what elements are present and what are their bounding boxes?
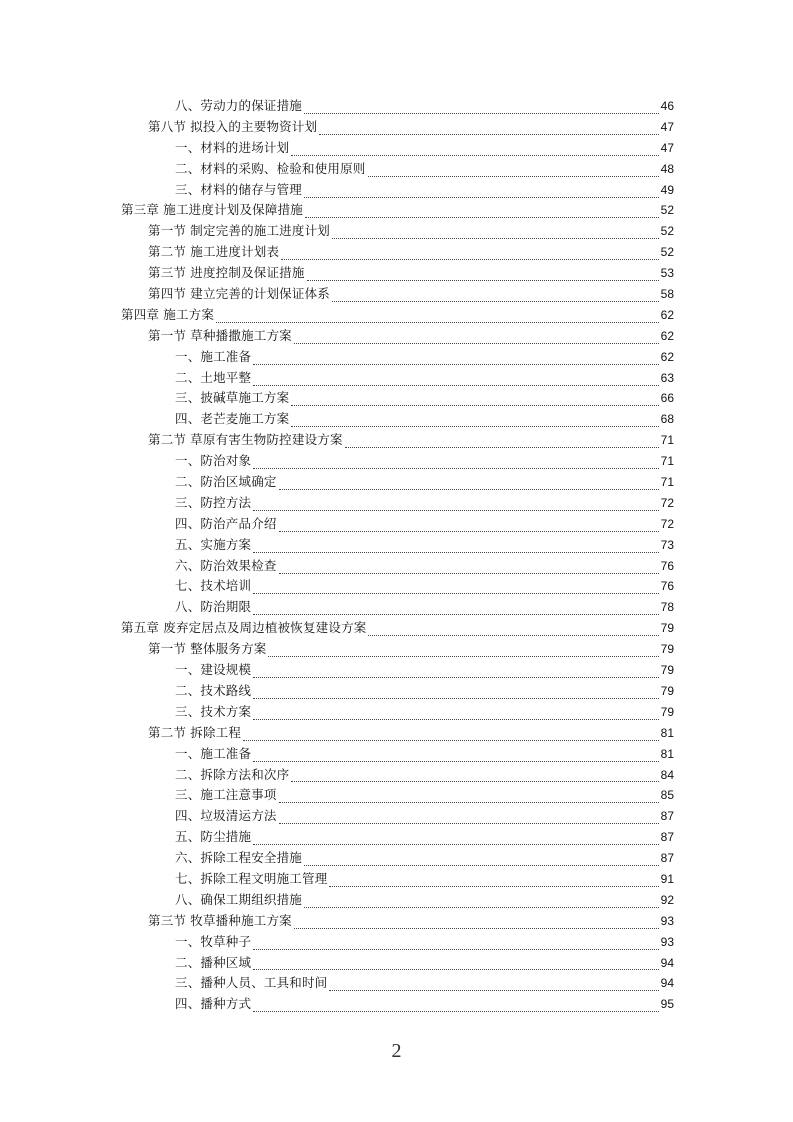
toc-entry-level-3[interactable] [0, 702, 793, 723]
toc-entry-level-3[interactable] [0, 660, 793, 681]
toc-entry-page: 52 [660, 203, 674, 218]
toc-entry-title: 第四节 建立完善的计划保证体系 [148, 286, 330, 302]
toc-entry-page: 47 [660, 119, 674, 134]
dot-leader [253, 669, 659, 678]
toc-entry-title: 七、拆除工程文明施工管理 [175, 870, 328, 886]
dot-leader [253, 753, 659, 762]
page-number: 2 [391, 1040, 402, 1062]
toc-entry-page: 53 [660, 266, 674, 281]
toc-entry-title: 一、施工准备 [175, 348, 252, 364]
dot-leader [253, 711, 659, 720]
toc-entry-level-2[interactable] [0, 430, 793, 451]
dot-leader [291, 773, 659, 782]
toc-entry-title: 第三节 牧草播种施工方案 [148, 912, 292, 928]
dot-leader [281, 251, 659, 260]
toc-entry-level-3[interactable] [0, 765, 793, 786]
dot-leader [253, 836, 659, 845]
toc-entry-title: 六、防治效果检查 [175, 557, 277, 573]
toc-entry-page: 52 [660, 245, 674, 260]
toc-entry-level-3[interactable] [0, 180, 793, 201]
toc-entry-page: 47 [660, 140, 674, 155]
toc-entry-page: 62 [660, 349, 674, 364]
dot-leader [304, 105, 659, 114]
toc-entry-level-3[interactable] [0, 493, 793, 514]
toc-entry-title: 六、拆除工程安全措施 [175, 850, 303, 866]
toc-entry-page: 58 [660, 287, 674, 302]
toc-entry-level-3[interactable] [0, 744, 793, 765]
dot-leader [294, 335, 659, 344]
toc-entry-level-2[interactable] [0, 639, 793, 660]
toc-entry-title: 三、播种人员、工具和时间 [175, 975, 328, 991]
toc-entry-title: 二、防治区域确定 [175, 474, 277, 490]
toc-entry-title: 五、实施方案 [175, 536, 252, 552]
toc-entry-page: 66 [660, 391, 674, 406]
toc-entry-level-3[interactable] [0, 409, 793, 430]
dot-leader [279, 565, 659, 574]
toc-entry-level-3[interactable] [0, 953, 793, 974]
dot-leader [253, 377, 659, 386]
toc-entry-page: 46 [660, 99, 674, 113]
toc-entry-level-3[interactable] [0, 556, 793, 577]
dot-leader [253, 544, 659, 553]
dot-leader [304, 899, 659, 908]
toc-entry-title: 一、施工准备 [175, 745, 252, 761]
toc-entry-title: 第四章 施工方案 [121, 306, 215, 322]
toc-entry-title: 第二节 施工进度计划表 [148, 244, 280, 260]
toc-entry-level-1[interactable] [0, 618, 793, 639]
toc-entry-level-3[interactable] [0, 451, 793, 472]
toc-entry-page: 49 [660, 182, 674, 197]
toc-entry-title: 四、播种方式 [175, 996, 252, 1012]
dot-leader [329, 878, 659, 887]
toc-entry-level-3[interactable] [0, 932, 793, 953]
toc-entry-level-1[interactable] [0, 305, 793, 326]
toc-entry-page: 95 [660, 997, 674, 1012]
toc-entry-level-3[interactable] [0, 472, 793, 493]
toc-entry-level-3[interactable] [0, 785, 793, 806]
toc-entry-page: 52 [660, 224, 674, 239]
dot-leader [345, 439, 659, 448]
toc-entry-level-2[interactable] [0, 263, 793, 284]
toc-entry-page: 79 [660, 683, 674, 698]
toc-entry-title: 四、垃圾清运方法 [175, 808, 277, 824]
toc-entry-page: 76 [660, 579, 674, 594]
toc-entry-level-3[interactable] [0, 347, 793, 368]
toc-entry-level-3[interactable] [0, 973, 793, 994]
toc-entry-level-2[interactable] [0, 221, 793, 242]
toc-entry-page: 81 [660, 725, 674, 740]
dot-leader [291, 147, 659, 156]
dot-leader [243, 732, 659, 741]
toc-entry-level-3[interactable] [0, 848, 793, 869]
toc-entry-page: 87 [660, 830, 674, 845]
dot-leader [305, 209, 659, 218]
toc-entry-title: 第一节 制定完善的施工进度计划 [148, 223, 330, 239]
toc-entry-level-3[interactable] [0, 681, 793, 702]
dot-leader [279, 794, 659, 803]
toc-entry-level-2[interactable] [0, 284, 793, 305]
toc-entry-level-3[interactable] [0, 869, 793, 890]
toc-entry-title: 第五章 废弃定居点及周边植被恢复建设方案 [121, 620, 367, 636]
toc-entry-level-3[interactable] [0, 96, 793, 117]
toc-entry-level-3[interactable] [0, 368, 793, 389]
toc-entry-page: 71 [660, 475, 674, 490]
dot-leader [253, 460, 659, 469]
toc-entry-page: 68 [660, 412, 674, 427]
toc-entry-title: 第三章 施工进度计划及保障措施 [121, 202, 303, 218]
toc-entry-title: 三、防控方法 [175, 494, 252, 510]
dot-leader [332, 293, 659, 302]
toc-entry-page: 91 [660, 871, 674, 886]
toc-entry-page: 78 [660, 600, 674, 615]
toc-entry-level-3[interactable] [0, 576, 793, 597]
dot-leader [253, 585, 659, 594]
toc-entry-title: 第一节 整体服务方案 [148, 641, 267, 657]
toc-entry-title: 四、老芒麦施工方案 [175, 411, 290, 427]
toc-entry-title: 二、播种区域 [175, 954, 252, 970]
toc-entry-page: 79 [660, 663, 674, 678]
toc-entry-title: 八、劳动力的保证措施 [175, 98, 303, 113]
dot-leader [253, 690, 659, 699]
toc-entry-title: 七、技术培训 [175, 578, 252, 594]
dot-leader [279, 815, 659, 824]
dot-leader [253, 502, 659, 511]
toc-entry-title: 三、披碱草施工方案 [175, 390, 290, 406]
toc-entry-title: 一、材料的进场计划 [175, 139, 290, 155]
toc-entry-page: 85 [660, 788, 674, 803]
dot-leader [368, 627, 659, 636]
toc-entry-page: 79 [660, 642, 674, 657]
toc-entry-page: 93 [660, 913, 674, 928]
toc-entry-level-3[interactable] [0, 388, 793, 409]
toc-entry-level-2[interactable] [0, 242, 793, 263]
toc-entry-title: 第三节 进度控制及保证措施 [148, 265, 305, 281]
toc-entry-page: 87 [660, 809, 674, 824]
toc-entry-level-2[interactable] [0, 911, 793, 932]
toc-entry-title: 第八节 拟投入的主要物资计划 [148, 118, 318, 134]
toc-entry-page: 63 [660, 370, 674, 385]
toc-entry-page: 71 [660, 454, 674, 469]
toc-entry-level-1[interactable] [0, 200, 793, 221]
toc-entry-title: 二、材料的采购、检验和使用原则 [175, 160, 366, 176]
dot-leader [368, 168, 659, 177]
dot-leader [304, 857, 659, 866]
dot-leader [253, 961, 659, 970]
toc-entry-page: 93 [660, 934, 674, 949]
toc-entry-level-2[interactable] [0, 723, 793, 744]
toc-entry-title: 八、防治期限 [175, 599, 252, 615]
toc-entry-level-3[interactable] [0, 138, 793, 159]
dot-leader [253, 1003, 659, 1012]
toc-entry-page: 71 [660, 433, 674, 448]
dot-leader [279, 523, 659, 532]
dot-leader [291, 397, 659, 406]
dot-leader [291, 418, 659, 427]
toc-entry-level-3[interactable] [0, 159, 793, 180]
toc-entry-level-2[interactable] [0, 326, 793, 347]
toc-entry-title: 一、牧草种子 [175, 933, 252, 949]
dot-leader [319, 126, 659, 135]
toc-entry-page: 92 [660, 892, 674, 907]
toc-entry-page: 87 [660, 851, 674, 866]
toc-entry-page: 94 [660, 976, 674, 991]
toc-entry-page: 73 [660, 537, 674, 552]
dot-leader [268, 648, 659, 657]
toc-entry-title: 三、施工注意事项 [175, 787, 277, 803]
toc-entry-level-3[interactable] [0, 827, 793, 848]
toc-entry-title: 第二节 拆除工程 [148, 724, 242, 740]
toc-entry-title: 一、建设规模 [175, 662, 252, 678]
toc-entry-level-3[interactable] [0, 514, 793, 535]
toc-entry-title: 二、拆除方法和次序 [175, 766, 290, 782]
toc-entry-page: 72 [660, 516, 674, 531]
toc-entry-level-3[interactable] [0, 994, 793, 1015]
dot-leader [304, 189, 659, 198]
toc-entry-title: 二、技术路线 [175, 682, 252, 698]
dot-leader [329, 982, 659, 991]
toc-entry-page: 62 [660, 307, 674, 322]
dot-leader [253, 356, 659, 365]
toc-entry-title: 五、防尘措施 [175, 829, 252, 845]
toc-entry-page: 79 [660, 704, 674, 719]
toc-entry-page: 76 [660, 558, 674, 573]
toc-entry-page: 62 [660, 328, 674, 343]
toc-entry-page: 48 [660, 161, 674, 176]
toc-entry-title: 三、材料的储存与管理 [175, 181, 303, 197]
dot-leader [216, 314, 659, 323]
toc-entry-title: 三、技术方案 [175, 703, 252, 719]
toc-entry-level-2[interactable] [0, 117, 793, 138]
toc-entry-page: 81 [660, 746, 674, 761]
toc-entry-title: 八、确保工期组织措施 [175, 891, 303, 907]
toc-entry-level-3[interactable] [0, 806, 793, 827]
dot-leader [253, 606, 659, 615]
dot-leader [279, 481, 659, 490]
dot-leader [253, 941, 659, 950]
toc-entry-title: 第二节 草原有害生物防控建设方案 [148, 432, 343, 448]
dot-leader [294, 920, 659, 929]
toc-entry-title: 一、防治对象 [175, 453, 252, 469]
dot-leader [332, 230, 659, 239]
toc-entry-title: 二、土地平整 [175, 369, 252, 385]
toc-entry-page: 84 [660, 767, 674, 782]
toc-entry-page: 79 [660, 621, 674, 636]
toc-entry-level-3[interactable] [0, 597, 793, 618]
toc-entry-level-3[interactable] [0, 535, 793, 556]
dot-leader [307, 272, 659, 281]
toc-entry-page: 72 [660, 495, 674, 510]
toc-entry-page: 94 [660, 955, 674, 970]
toc-entry-title: 四、防治产品介绍 [175, 515, 277, 531]
toc-entry-level-3[interactable] [0, 890, 793, 911]
table-of-contents [0, 96, 793, 1015]
toc-entry-title: 第一节 草种播撒施工方案 [148, 327, 292, 343]
